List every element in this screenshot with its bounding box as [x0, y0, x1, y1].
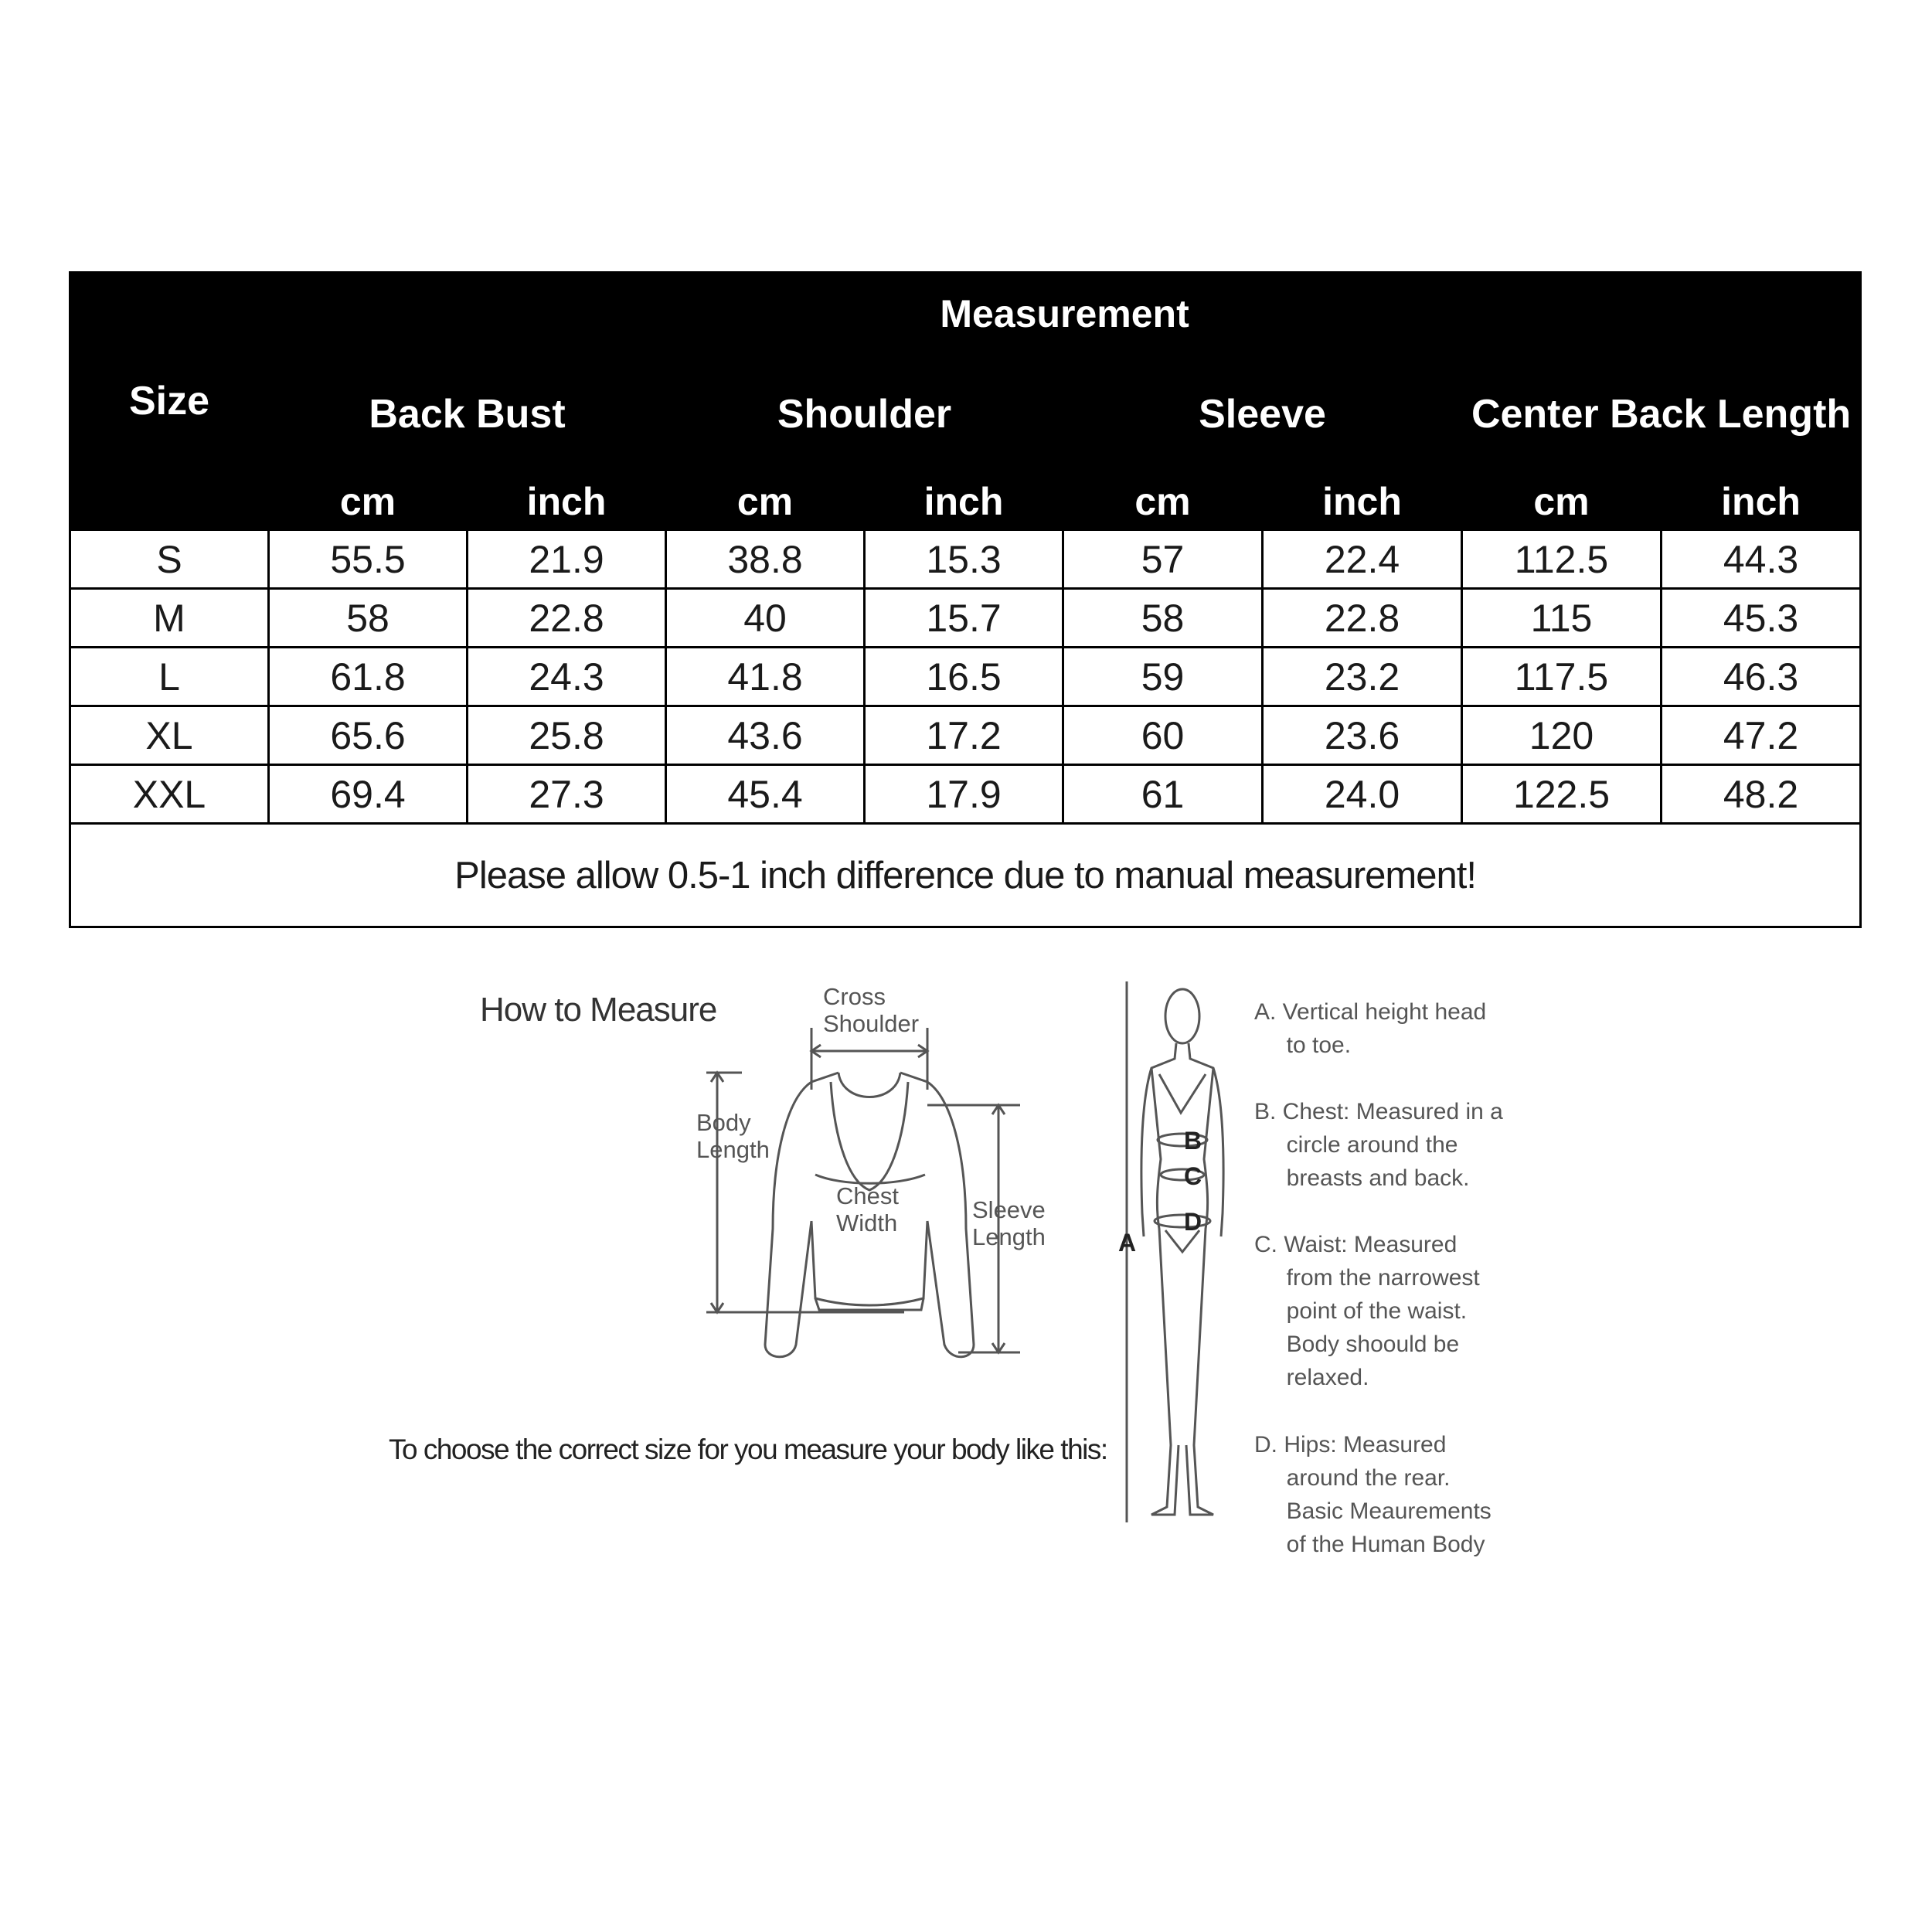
table-cell: 15.7	[865, 589, 1063, 648]
unit-header: cm	[666, 474, 865, 530]
table-cell: 22.8	[468, 589, 666, 648]
table-cell: 48.2	[1662, 765, 1861, 824]
table-cell: 15.3	[865, 530, 1063, 589]
table-cell: 57	[1063, 530, 1263, 589]
group-header-shoulder: Shoulder	[666, 355, 1063, 474]
table-row	[70, 706, 1861, 765]
table-cell: 46.3	[1662, 648, 1861, 706]
sleeve-length-label: Sleeve Length	[972, 1196, 1046, 1250]
unit-header: inch	[1662, 474, 1861, 530]
instruction-text: To choose the correct size for you measure your body like this:	[389, 1434, 1107, 1465]
table-cell: 24.3	[468, 648, 666, 706]
table-cell: 61	[1063, 765, 1263, 824]
table-cell: 69.4	[269, 765, 468, 824]
table-cell: 44.3	[1662, 530, 1861, 589]
note-a: A. Vertical height head to toe.	[1254, 999, 1487, 1058]
size-cell: S	[70, 530, 269, 589]
table-cell: 43.6	[666, 706, 865, 765]
body-length-label: Body Length	[696, 1109, 770, 1163]
group-header-center-back-length: Center Back Length	[1462, 355, 1861, 474]
body-figure-diagram	[1121, 981, 1244, 1538]
size-chart-table	[69, 271, 1862, 928]
table-row	[70, 530, 1861, 589]
table-cell: 16.5	[865, 648, 1063, 706]
table-cell: 59	[1063, 648, 1263, 706]
table-cell: 40	[666, 589, 865, 648]
body-letter-b: B	[1184, 1127, 1202, 1155]
table-row	[70, 765, 1861, 824]
how-to-measure-title: How to Measure	[480, 991, 717, 1029]
table-cell: 38.8	[666, 530, 865, 589]
table-cell: 112.5	[1462, 530, 1662, 589]
size-cell: L	[70, 648, 269, 706]
garment-diagram	[696, 1028, 1051, 1376]
table-cell: 21.9	[468, 530, 666, 589]
table-cell: 23.6	[1263, 706, 1462, 765]
unit-header: cm	[1063, 474, 1263, 530]
table-cell: 61.8	[269, 648, 468, 706]
table-cell: 17.2	[865, 706, 1063, 765]
note-d: D. Hips: Measured around the rear. Basic Meaurements of the Human Body	[1254, 1432, 1492, 1557]
table-cell: 25.8	[468, 706, 666, 765]
note-c: C. Waist: Measured from the narrowest point of the waist. Body shoould be relaxed.	[1254, 1232, 1480, 1390]
table-cell: 27.3	[468, 765, 666, 824]
table-row	[70, 589, 1861, 648]
body-letter-c: C	[1184, 1162, 1202, 1190]
measurement-header: Measurement	[269, 273, 1861, 355]
table-header	[70, 273, 1861, 530]
table-cell: 24.0	[1263, 765, 1462, 824]
size-cell: XXL	[70, 765, 269, 824]
table-cell: 58	[269, 589, 468, 648]
table-cell: 22.8	[1263, 589, 1462, 648]
table-row	[70, 648, 1861, 706]
chest-width-label: Chest Width	[836, 1182, 899, 1236]
table-cell: 41.8	[666, 648, 865, 706]
table-cell: 120	[1462, 706, 1662, 765]
table-cell: 115	[1462, 589, 1662, 648]
table-cell: 22.4	[1263, 530, 1462, 589]
table-cell: 122.5	[1462, 765, 1662, 824]
unit-header: inch	[865, 474, 1063, 530]
unit-header: cm	[269, 474, 468, 530]
group-header-sleeve: Sleeve	[1063, 355, 1462, 474]
measurement-note: Please allow 0.5-1 inch difference due to manual measurement!	[70, 824, 1861, 927]
size-header: Size	[70, 273, 269, 530]
note-row	[70, 824, 1861, 927]
cross-shoulder-label: Cross Shoulder	[823, 983, 920, 1037]
table-cell: 47.2	[1662, 706, 1861, 765]
note-b: B. Chest: Measured in a circle around the breasts and back.	[1254, 1099, 1503, 1191]
table-cell: 58	[1063, 589, 1263, 648]
table-body	[70, 530, 1861, 927]
table-cell: 60	[1063, 706, 1263, 765]
body-letter-a: A	[1118, 1229, 1137, 1257]
body-letter-d: D	[1184, 1208, 1202, 1236]
unit-header: inch	[1263, 474, 1462, 530]
table-cell: 17.9	[865, 765, 1063, 824]
unit-header: cm	[1462, 474, 1662, 530]
table-cell: 55.5	[269, 530, 468, 589]
table-cell: 23.2	[1263, 648, 1462, 706]
unit-header: inch	[468, 474, 666, 530]
table-cell: 45.4	[666, 765, 865, 824]
table-cell: 65.6	[269, 706, 468, 765]
size-cell: XL	[70, 706, 269, 765]
group-header-back-bust: Back Bust	[269, 355, 666, 474]
size-cell: M	[70, 589, 269, 648]
table-cell: 45.3	[1662, 589, 1861, 648]
table-cell: 117.5	[1462, 648, 1662, 706]
